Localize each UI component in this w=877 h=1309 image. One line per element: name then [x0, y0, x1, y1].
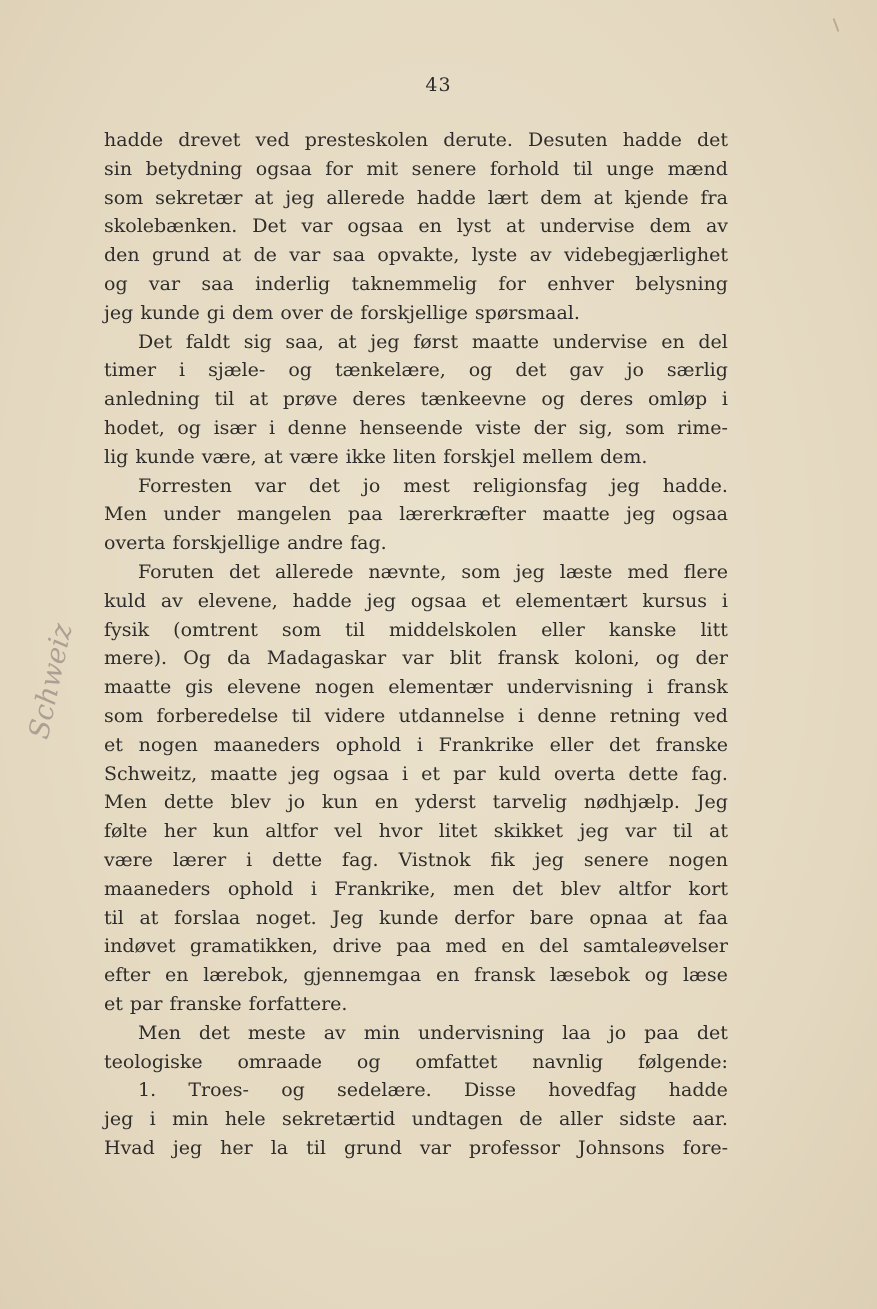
- text-line: Det faldt sig saa, at jeg først maatte undervise en del: [138, 330, 728, 353]
- text-line: være lærer i dette fag. Vistnok fik jeg senere nogen: [104, 848, 728, 871]
- text-line: Forresten var det jo mest religionsfag jeg hadde.: [138, 474, 728, 497]
- text-line: hadde drevet ved presteskolen derute. Desuten hadde det: [104, 129, 728, 151]
- text-line: indøvet gramatikken, drive paa med en del samtaleøvelser: [104, 935, 728, 958]
- body-text: [104, 126, 728, 1163]
- text-line: sin betydning ogsaa for mit senere forhold til unge mænd: [104, 157, 728, 180]
- text-line: Men under mangelen paa lærerkræfter maatte jeg ogsaa: [104, 503, 728, 526]
- text-line: Men dette blev jo kun en yderst tarvelig nødhjælp. Jeg: [104, 791, 728, 814]
- text-line: teologiske omraade og omfattet navnlig følgende:: [104, 1050, 728, 1073]
- text-line: et par franske forfattere.: [104, 992, 348, 1015]
- page-number: 43: [425, 74, 452, 96]
- text-line: et nogen maaneders ophold i Frankrike eller det franske: [104, 733, 728, 756]
- text-line: Hvad jeg her la til grund var professor Johnsons fore-: [104, 1136, 728, 1159]
- text-line: jeg i min hele sekretærtid undtagen de aller sidste aar.: [104, 1108, 728, 1131]
- text-line: fysik (omtrent som til middelskolen eller kanske litt: [104, 618, 728, 641]
- text-line: 1. Troes- og sedelære. Disse hovedfag hadde: [138, 1079, 728, 1102]
- text-line: timer i sjæle- og tænkelære, og det gav jo særlig: [104, 359, 728, 382]
- text-line: maatte gis elevene nogen elementær undervisning i fransk: [104, 676, 728, 699]
- text-line: Schweitz, maatte jeg ogsaa i et par kuld overta dette fag.: [104, 762, 728, 785]
- text-line: Foruten det allerede nævnte, som jeg læste med flere: [138, 560, 728, 583]
- text-line: som sekretær at jeg allerede hadde lært dem at kjende fra: [104, 186, 728, 209]
- text-line: efter en lærebok, gjennemgaa en fransk læsebok og læse: [104, 964, 728, 987]
- text-line: til at forslaa noget. Jeg kunde derfor bare opnaa at faa: [104, 906, 728, 929]
- text-line: overta forskjellige andre fag.: [104, 532, 387, 555]
- text-line: som forberedelse til videre utdannelse i denne retning ved: [104, 704, 728, 727]
- handwritten-margin-note: Schweiz: [22, 620, 79, 742]
- text-line: skolebænken. Det var ogsaa en lyst at undervise dem av: [104, 215, 728, 238]
- text-line: følte her kun altfor vel hvor litet skikket jeg var til at: [104, 820, 728, 843]
- text-line: den grund at de var saa opvakte, lyste av videbegjærlighet: [104, 244, 728, 267]
- text-line: hodet, og især i denne henseende viste der sig, som rime-: [104, 416, 728, 439]
- text-line: og var saa inderlig taknemmelig for enhver belysning: [104, 272, 728, 295]
- text-line: lig kunde være, at være ikke liten forskjel mellem dem.: [104, 445, 648, 468]
- text-line: mere). Og da Madagaskar var blit fransk koloni, og der: [104, 647, 728, 670]
- text-line: anledning til at prøve deres tænkeevne og deres omløp i: [104, 388, 728, 411]
- text-line: maaneders ophold i Frankrike, men det blev altfor kort: [104, 877, 728, 900]
- scan-mark: [833, 18, 840, 32]
- text-line: kuld av elevene, hadde jeg ogsaa et elementært kursus i: [104, 589, 728, 612]
- text-line: jeg kunde gi dem over de forskjellige spørsmaal.: [104, 301, 580, 324]
- text-line: Men det meste av min undervisning laa jo paa det: [138, 1021, 728, 1044]
